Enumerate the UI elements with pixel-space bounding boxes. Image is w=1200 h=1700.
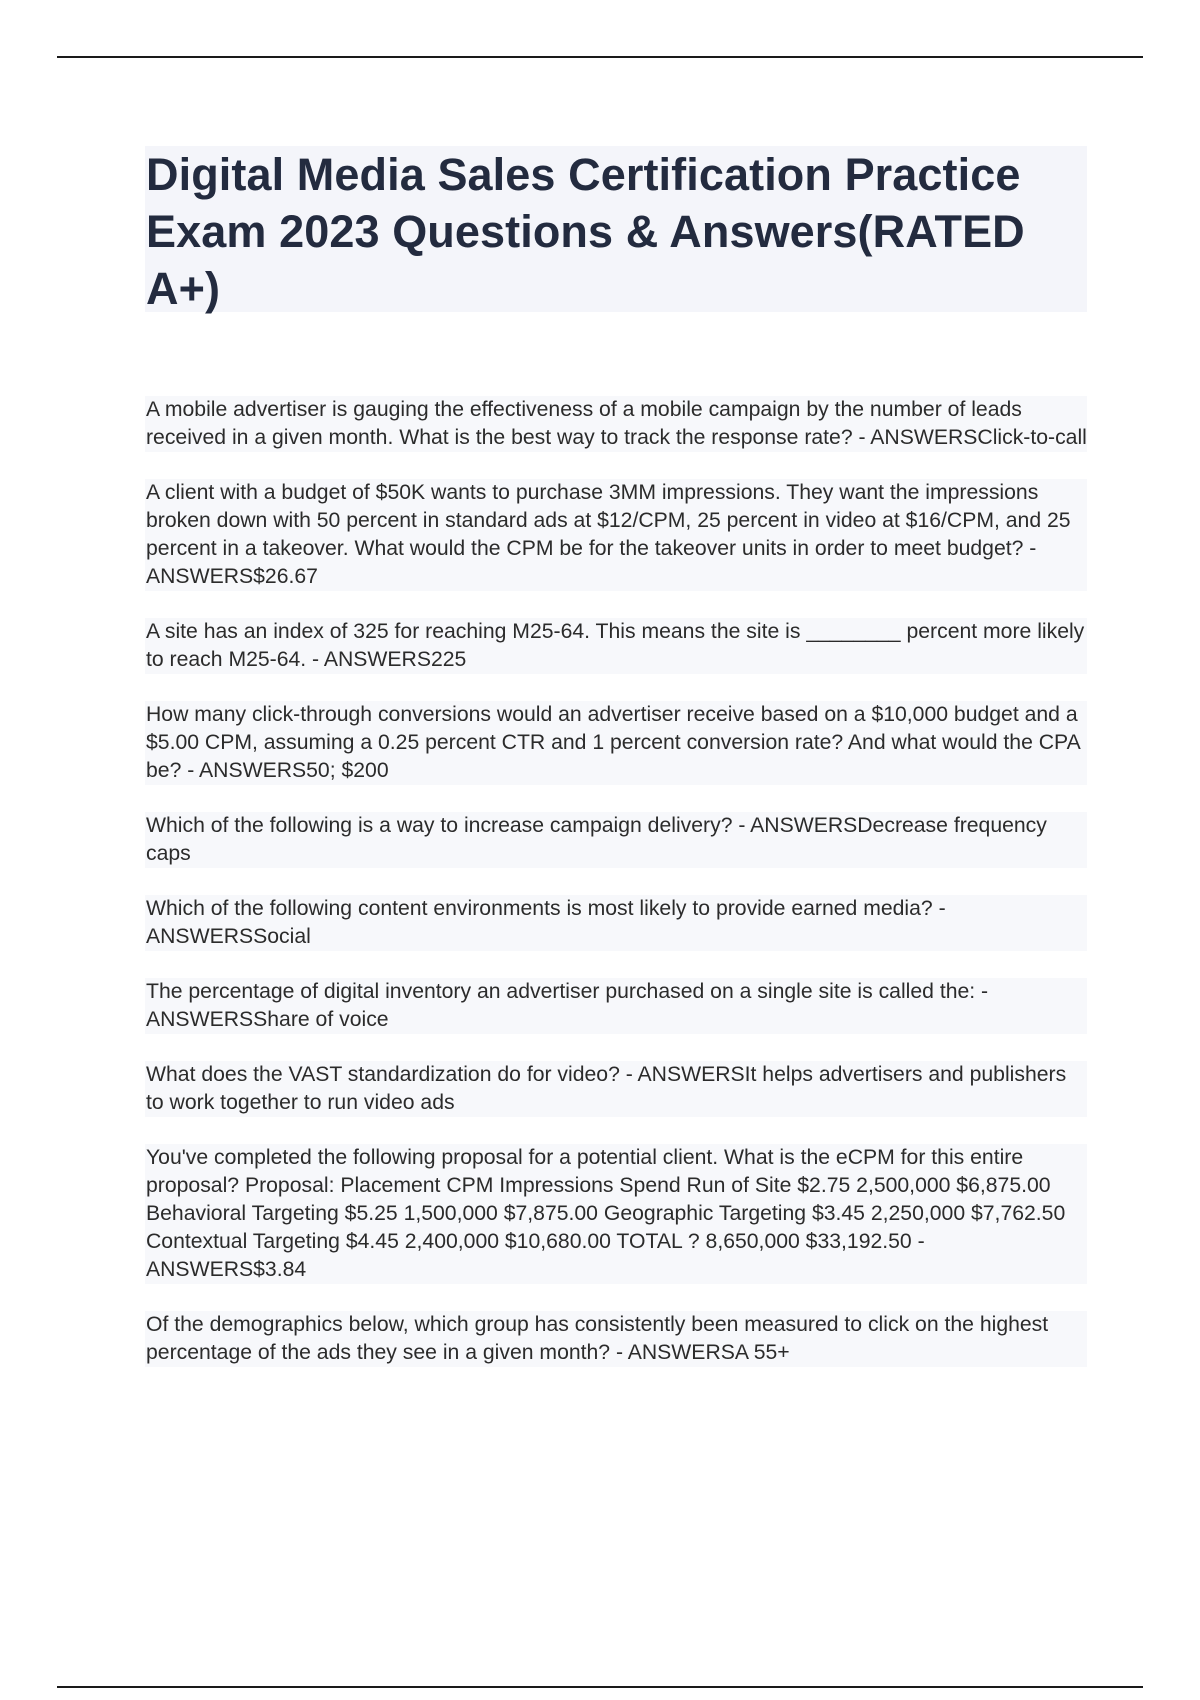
title-block [145,146,1087,312]
header-rule [57,56,1143,58]
qa-item: A client with a budget of $50K wants to purchase 3MM impressions. They want the impressions broken down with 50 percent in standard ads at $12/CPM, 25 percent in video at $16/CPM, and 25 percent in a takeover. What would the CPM be for the takeover units in order to meet budget? - ANSWERS$26.67 [145,479,1087,591]
qa-list [145,396,1087,1394]
qa-item: Of the demographics below, which group has consistently been measured to click on the highest percentage of the ads they see in a given month? - ANSWERSA 55+ [145,1311,1087,1367]
footer-rule [57,1686,1143,1688]
qa-item: Which of the following is a way to increase campaign delivery? - ANSWERSDecrease frequency caps [145,812,1087,868]
qa-item: A mobile advertiser is gauging the effectiveness of a mobile campaign by the number of leads received in a given month. What is the best way to track the response rate? - ANSWERSClick-to-call [145,396,1087,452]
qa-item: The percentage of digital inventory an advertiser purchased on a single site is called the: - ANSWERSShare of voice [145,978,1087,1034]
qa-item: A site has an index of 325 for reaching M25-64. This means the site is ________ percent more likely to reach M25-64. - ANSWERS225 [145,618,1087,674]
document-title: Digital Media Sales Certification Practice Exam 2023 Questions & Answers(RATED A+) [146,149,1025,314]
qa-item: What does the VAST standardization do for video? - ANSWERSIt helps advertisers and publishers to work together to run video ads [145,1061,1087,1117]
qa-item: How many click-through conversions would an advertiser receive based on a $10,000 budget and a $5.00 CPM, assuming a 0.25 percent CTR and 1 percent conversion rate? And what would the CPA be? - ANSWERS50; $200 [145,701,1087,785]
qa-item: Which of the following content environments is most likely to provide earned media? - ANSWERSSocial [145,895,1087,951]
qa-item: You've completed the following proposal for a potential client. What is the eCPM for this entire proposal? Proposal: Placement CPM Impressions Spend Run of Site $2.75 2,500,000 $6,875.00 Behavioral Targeting $5.25 1,500,000 $7,875.00 Geographic Targeting $3.45 2,250,000 $7,762.50 Contextual Targeting $4.45 2,400,000 $10,680.00 TOTAL ? 8,650,000 $33,192.50 - ANSWERS$3.84 [145,1144,1087,1284]
